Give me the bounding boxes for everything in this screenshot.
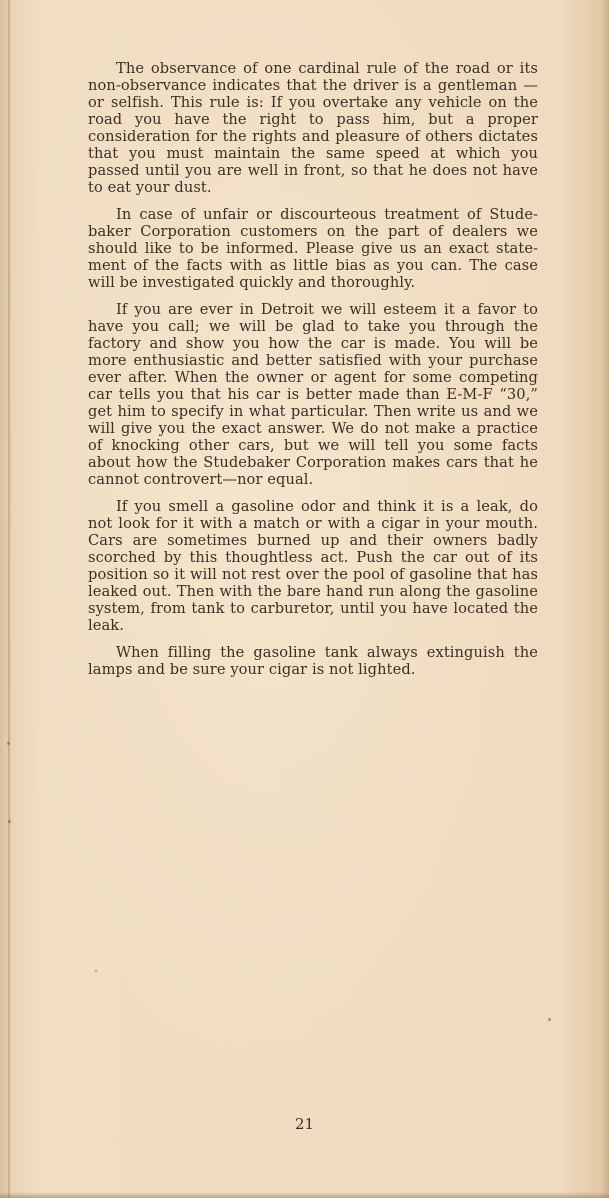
paper-speck [8,820,11,823]
paper-speck [95,970,97,972]
paragraph-rule-of-road: The observance of one cardinal rule of the road or its non-observance indicates that the driver is a gentleman —or selfish. This rule is: If you overtake any vehicle on the road you have the right to pass him, but a proper consideration for the rights and pleasure of others dictates that you must maintain the same speed at which you passed until you are well in front, so that he does not have to eat your dust. [88,60,538,196]
paragraph-filling-tank: When filling the gasoline tank always extinguish the lamps and be sure your cigar is not lighted. [88,644,538,678]
page-number: 21 [294,1115,315,1133]
paper-speck [7,742,10,745]
paragraph-gasoline-leak: If you smell a gasoline odor and think it is a leak, do not look for it with a match or with a cigar in your mouth. Cars are sometimes burned up and their owners badly scorched by this thoughtless act. Push the car out of its position so it will not rest over the pool of gasoline that has leaked out. Then with the bare hand run along the gasoline system, from tank to carburetor, until you have located the leak. [88,498,538,634]
paper-speck [548,1018,551,1021]
page-binding-edge [8,0,10,1198]
paragraph-dealer-treatment: In case of unfair or discourteous treatment of Studebaker Corporation customers on the part of dealers we should like to be informed. Please give us an exact statement of the facts with as little bias as you can. The case will be investigated quickly and thoroughly. [88,206,538,291]
paragraph-detroit-visit: If you are ever in Detroit we will esteem it a favor to have you call; we will be glad to take you through the factory and show you how the car is made. You will be more enthusiastic and better satisfied with your purchase ever after. When the owner or agent for some competing car tells you that his car is better made than E-M-F “30,” get him to specify in what particular. Then write us and we will give you the exact answer. We do not make a practice of knocking other cars, but we will tell you some facts about how the Studebaker Corporation makes cars that he cannot controvert—nor equal. [88,301,538,488]
page-bottom-edge [0,1192,609,1198]
body-text [88,60,538,688]
